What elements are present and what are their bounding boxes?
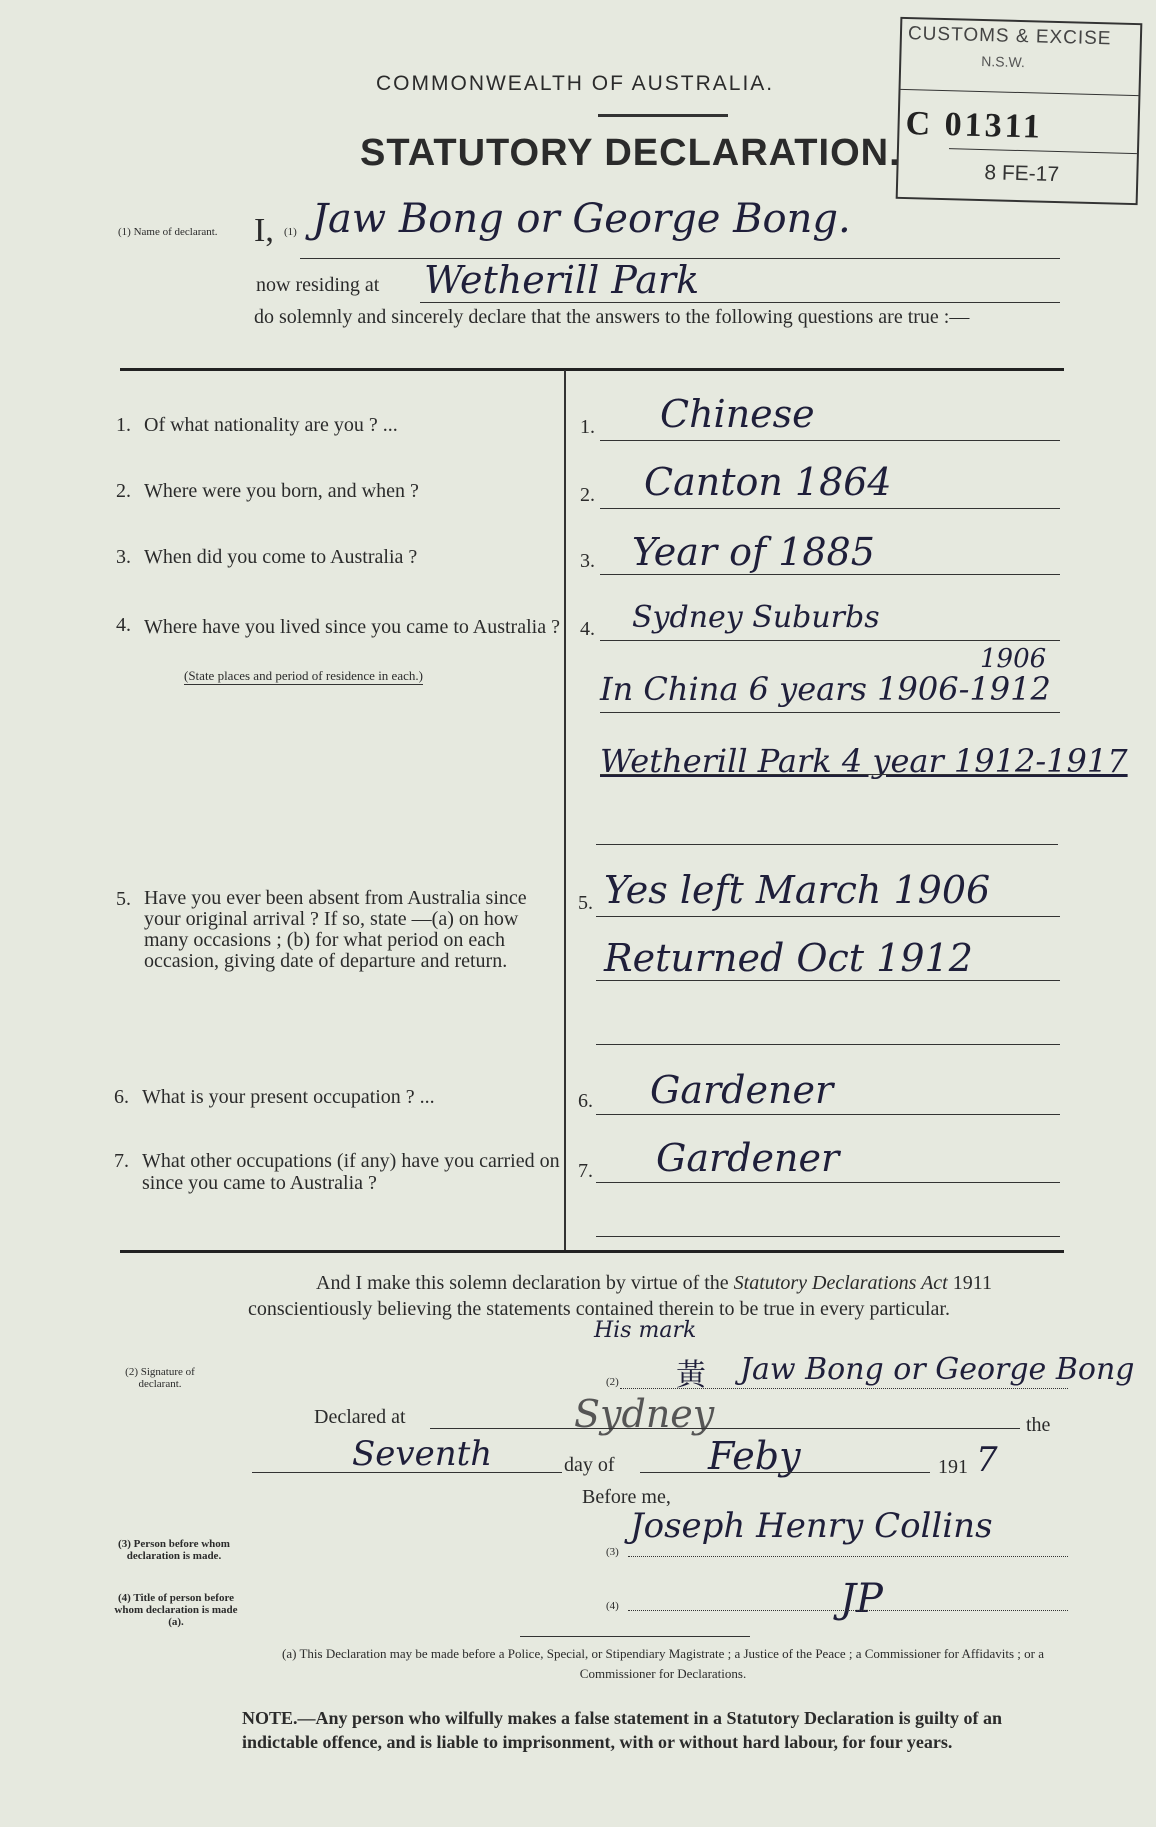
stamp-date: 8 FE-17 [984, 161, 1060, 187]
day-line [252, 1472, 562, 1473]
a6-line [596, 1114, 1060, 1115]
residence: Wetherill Park [424, 258, 700, 302]
a7-line-2 [596, 1236, 1060, 1237]
q4-text: Where have you lived since you came to Australia ? [144, 616, 560, 638]
declarant-name: Jaw Bong or George Bong. [312, 196, 851, 242]
witness-margin-note: (3) Person before whom declaration is made. [118, 1538, 230, 1562]
q7-text: What other occupations (if any) have you carried on since you came to Australia ? [142, 1150, 560, 1194]
witness-line [628, 1556, 1068, 1557]
title-line [628, 1610, 1068, 1611]
day-label: day of [564, 1454, 615, 1476]
witness-signature: Joseph Henry Collins [630, 1506, 993, 1546]
a4-number: 4. [580, 618, 595, 640]
declarant-signature: Jaw Bong or George Bong [740, 1352, 1135, 1387]
q3-text: When did you come to Australia ? [144, 546, 418, 568]
a1-number: 1. [580, 416, 595, 438]
q6-number: 6. [114, 1086, 129, 1108]
witness-ref-3: (3) [606, 1546, 619, 1558]
q3-number: 3. [116, 546, 131, 568]
a4-line-2 [600, 712, 1060, 713]
year-suffix: 7 [976, 1440, 998, 1480]
a5-answer: Yes left March 1906 [604, 868, 991, 912]
stamp-number: C 01311 [905, 105, 1044, 146]
a5-line-3 [596, 1044, 1060, 1045]
signature-line [620, 1388, 1068, 1389]
ref-1: (1) [284, 226, 297, 238]
declared-label: Declared at [314, 1406, 406, 1428]
signature-ref: (2) [606, 1376, 619, 1388]
a7-number: 7. [578, 1160, 593, 1182]
short-rule [520, 1636, 750, 1637]
before-me-label: Before me, [582, 1486, 671, 1508]
a4-line-4 [596, 844, 1058, 845]
note-block [242, 1706, 1056, 1754]
page-title: STATUTORY DECLARATION. [360, 132, 901, 174]
a2-number: 2. [580, 484, 595, 506]
declare-text: do solemnly and sincerely declare that the answers to the following questions are true :— [254, 306, 970, 328]
a4-answer: Sydney Suburbs [632, 600, 880, 635]
signature-margin-note: (2) Signature of declarant. [125, 1366, 195, 1390]
a3-number: 3. [580, 550, 595, 572]
a4-line-1 [600, 640, 1060, 641]
a4-line-3 [600, 774, 1060, 775]
day-value: Seventh [352, 1434, 493, 1474]
q1-number: 1. [116, 414, 131, 436]
q6-text: What is your present occupation ? ... [142, 1086, 435, 1108]
a3-line [600, 574, 1060, 575]
a1-line [600, 440, 1060, 441]
a2-answer: Canton 1864 [644, 460, 892, 504]
a3-answer: Year of 1885 [632, 530, 875, 574]
a5-line-2 [596, 980, 1060, 981]
a7-answer: Gardener [656, 1136, 840, 1180]
witness-title: JP [840, 1576, 883, 1622]
a6-answer: Gardener [650, 1068, 834, 1112]
title-margin-note: (4) Title of person before whom declaration is made (a). [114, 1592, 238, 1628]
year-prefix: 191 [938, 1456, 968, 1478]
note-label: NOTE. [242, 1708, 298, 1728]
q4-note: (State places and period of residence in each.) [184, 668, 423, 683]
witness-ref-4: (4) [606, 1600, 619, 1612]
stamp-rule-1 [901, 89, 1139, 96]
bottom-rule [120, 1250, 1064, 1253]
solemn-act: Statutory Declarations Act [733, 1272, 948, 1294]
a2-line [600, 508, 1060, 509]
declared-place: Sydney [574, 1392, 715, 1436]
q7-number: 7. [114, 1150, 129, 1172]
q2-text: Where were you born, and when ? [144, 480, 419, 502]
a5-line-1 [596, 916, 1060, 917]
top-rule [120, 368, 1064, 371]
q5-number: 5. [116, 888, 131, 910]
residing-label: now residing at [256, 274, 380, 296]
solemn-text-2: 1911 conscientiously believing the statements contained therein to be true in every particular. [248, 1272, 992, 1320]
a4-answer2-note: 1906 [980, 644, 1047, 674]
q2-number: 2. [116, 480, 131, 502]
declarant-margin-note: (1) Name of declarant. [118, 226, 218, 238]
solemn-text [248, 1270, 1068, 1322]
the-label: the [1026, 1414, 1051, 1436]
solemn-text-1: And I make this solemn declaration by virtue of the [316, 1272, 734, 1294]
declared-line [430, 1428, 1020, 1429]
column-divider [564, 370, 566, 1250]
note-text: —Any person who wilfully makes a false statement in a Statutory Declaration is guilty of an indictable offence, and is liable to imprisonment, with or without hard labour, for four years. [242, 1708, 1003, 1752]
stamp-rule-2 [949, 148, 1137, 154]
header-rule [598, 114, 728, 117]
q5-text: Have you ever been absent from Australia since your original arrival ? If so, state —(a) on how many occasions ; (b) for what period on each occasion, giving date of departure and return. [144, 887, 527, 972]
a5-answer2: Returned Oct 1912 [604, 936, 973, 980]
stamp-office: CUSTOMS & EXCISE [907, 23, 1112, 50]
a7-line-1 [596, 1182, 1060, 1183]
month-line [640, 1472, 930, 1473]
a4-answer3: Wetherill Park 4 year 1912-1917 [600, 742, 1128, 780]
customs-stamp [896, 17, 1143, 205]
stamp-state: N.S.W. [981, 52, 1026, 71]
chinese-characters: 黃 [676, 1358, 706, 1393]
a1-answer: Chinese [660, 392, 815, 436]
month-value: Feby [708, 1434, 801, 1478]
his-mark: His mark [594, 1318, 697, 1343]
a4-answer2: In China 6 years 1906-1912 [600, 670, 1051, 708]
declarant-prefix: I, [254, 212, 274, 249]
footnote-a: (a) This Declaration may be made before a Police, Special, or Stipendiary Magistrate ; a Justice of the Peace ; a Commissioner for Affidavits ; or a Commissioner for Declarations. [282, 1646, 1044, 1681]
a5-number: 5. [578, 892, 593, 914]
q4-number: 4. [116, 614, 131, 636]
commonwealth-heading: COMMONWEALTH OF AUSTRALIA. [376, 72, 775, 95]
q1-text: Of what nationality are you ? ... [144, 414, 398, 436]
a6-number: 6. [578, 1090, 593, 1112]
